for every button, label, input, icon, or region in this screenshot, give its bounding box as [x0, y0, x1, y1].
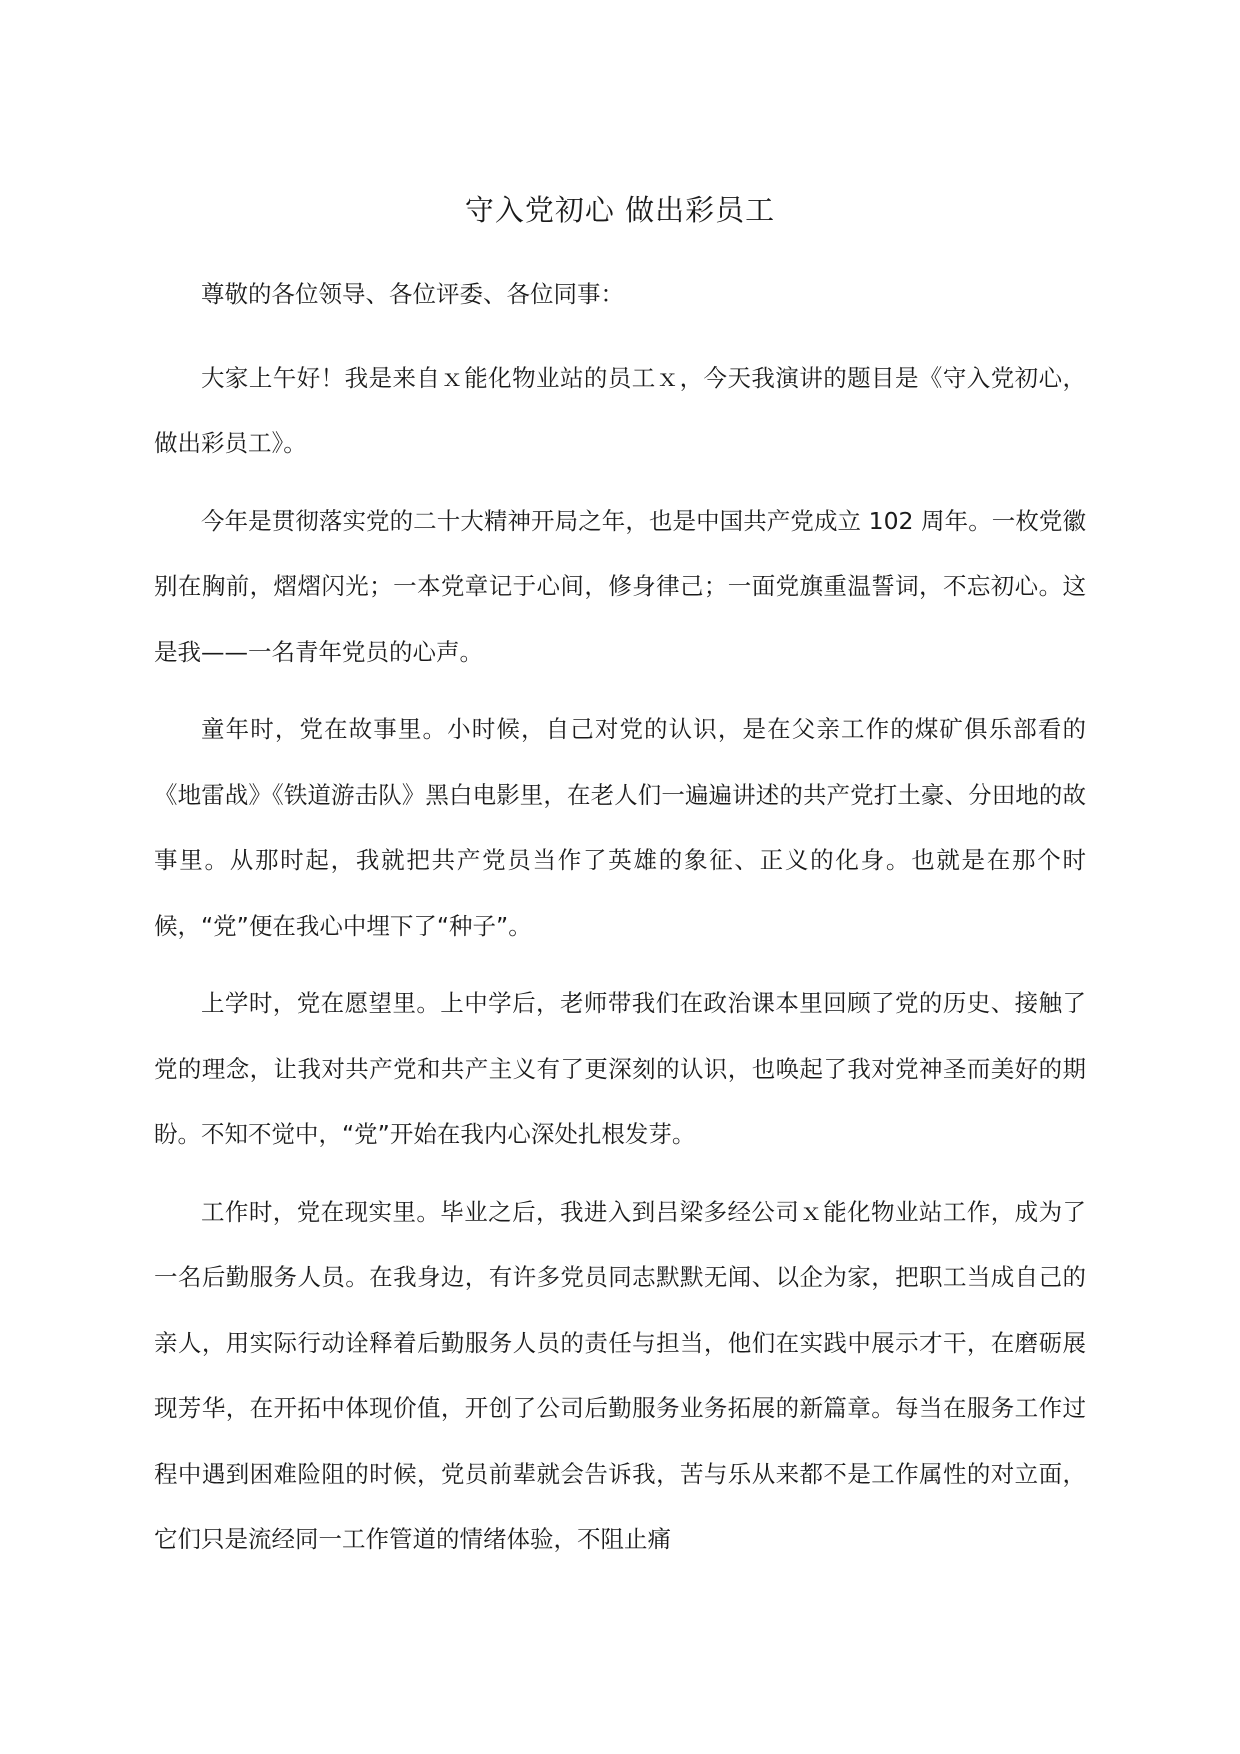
document-title: 守入党初心 做出彩员工	[464, 193, 776, 227]
salutation-paragraph: 尊敬的各位领导、各位评委、各位同事：	[201, 280, 624, 308]
childhood-paragraph: 童年时，党在故事里。小时候，自己对党的认识，是在父亲工作的煤矿俱乐部看的《地雷战》《铁道游击队》黑白电影里，在老人们一遍遍讲述的共产党打土豪、分田地的故事里。从那时起，我就把共产党员当作了英雄的象征、正义的化身。也就是在那个时候，“党”便在我心中埋下了“种子”。	[154, 715, 1086, 940]
anniversary-paragraph: 今年是贯彻落实党的二十大精神开局之年，也是中国共产党成立 102 周年。一枚党徽别在胸前，熠熠闪光；一本党章记于心间，修身律己；一面党旗重温誓词，不忘初心。这是我——一名青年党员的心声。	[154, 506, 1086, 666]
work-paragraph: 工作时，党在现实里。毕业之后，我进入到吕梁多经公司ｘ能化物业站工作，成为了一名后勤服务人员。在我身边，有许多党员同志默默无闻、以企为家，把职工当成自己的亲人，用实际行动诠释着后勤服务人员的责任与担当，他们在实践中展示才干，在磨砺展现芳华，在开拓中体现价值，开创了公司后勤服务业务拓展的新篇章。每当在服务工作过程中遇到困难险阻的时候，党员前辈就会告诉我，苦与乐从来都不是工作属性的对立面，它们只是流经同一工作管道的情绪体验，不阻止痛	[154, 1197, 1086, 1553]
school-paragraph: 上学时，党在愿望里。上中学后，老师带我们在政治课本里回顾了党的历史、接触了党的理念，让我对共产党和共产主义有了更深刻的认识，也唤起了我对党神圣而美好的期盼。不知不觉中，“党”开始在我内心深处扎根发芽。	[154, 989, 1086, 1148]
document-body	[154, 262, 1086, 1585]
greeting-paragraph: 大家上午好！我是来自ｘ能化物业站的员工ｘ，今天我演讲的题目是《守入党初心，做出彩员工》。	[154, 363, 1086, 457]
